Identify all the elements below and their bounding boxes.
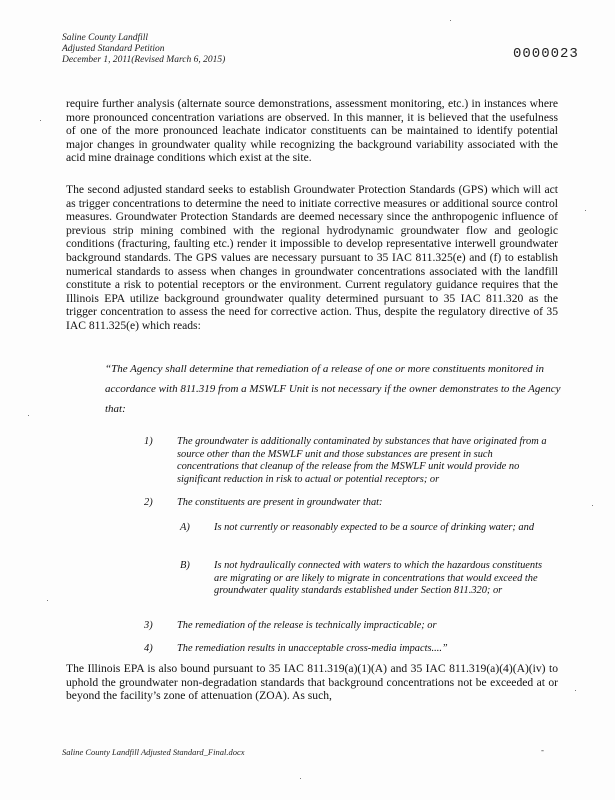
quote-item-number: 3) — [144, 620, 153, 631]
header-date: December 1, 2011(Revised March 6, 2015) — [62, 55, 226, 65]
quote-item-number: 1) — [144, 436, 153, 447]
header-site-name: Saline County Landfill — [62, 33, 149, 43]
paragraph-second-adjusted-standard: The second adjusted standard seeks to establish Groundwater Protection Standards (GPS) which will act as trigger concentrations to determine the need to initiate corrective measures or additional source control measures. Groundwater Protection Standards are deemed necessary since the anthropogenic influence of previous strip mining combined with the regional hydrodynamic groundwater flow and geologic conditions (fracturing, faulting etc.) render it impossible to develop representative interwell groundwater background standards. The GPS values are necessary pursuant to 35 IAC 811.325(e) and (f) to establish numerical standards to assess when changes in groundwater concentrations associated with the landfill constitute a risk to potential receptors or the environment. Current regulatory guidance requires that the Illinois EPA utilize background groundwater quality determined pursuant to 35 IAC 811.320 as the trigger concentration to assess the need for corrective action. Thus, despite the regulatory directive of 35 IAC 811.325(e) which reads: — [66, 183, 558, 332]
quote-item-text: The remediation results in unacceptable cross-media impacts....” — [177, 643, 448, 654]
document-header — [62, 33, 225, 66]
quote-subitem-letter: A) — [180, 522, 190, 533]
quote-item-number: 2) — [144, 497, 153, 508]
quote-subitem-letter: B) — [180, 560, 190, 571]
quote-subitem-text: Is not hydraulically connected with waters to which the hazardous constituents are migrating or are likely to migrate in concentrations that would exceed the groundwater quality standards established under Section 811.320; or — [214, 560, 543, 597]
quote-item-text: The groundwater is additionally contaminated by substances that have originated from a source other than the MSWLF unit and those substances are present in such concentrations that cleanup of the release from the MSWLF unit would provide no significant reduction in risk to actual or potential receptors; or — [177, 436, 547, 485]
regulation-quote-intro: “The Agency shall determine that remediation of a release of one or more constituents monitored in accordance with 811.319 from a MSWLF Unit is not necessary if the owner demonstrates to the Agency that: — [105, 363, 561, 415]
quote-subitem-text: Is not currently or reasonably expected to be a source of drinking water; and — [214, 522, 535, 533]
paragraph-continued: require further analysis (alternate source demonstrations, assessment monitoring, etc.) in instances where more pronounced concentration variations are observed. In this manner, it is believed that the usefulness of one of the more pronounced leachate indicator constituents can be maintained to identify potential major changes in groundwater quality while recognizing the background variability associated with the acid mine drainage conditions which exist at the site. — [66, 97, 558, 165]
paragraph-epa-nondegradation: The Illinois EPA is also bound pursuant to 35 IAC 811.319(a)(1)(A) and 35 IAC 811.319(a)(4)(A)(iv) to uphold the groundwater non-degradation standards that background concentrations not be exceeded at or beyond the facility’s zone of attenuation (ZOA). As such, — [66, 662, 558, 703]
quote-item-text: The constituents are present in groundwater that: — [177, 497, 383, 508]
bates-number: 0000023 — [513, 46, 579, 62]
document-footer: Saline County Landfill Adjusted Standard_Final.docx — [62, 747, 245, 757]
footer-mark: - — [541, 745, 544, 755]
quote-item-text: The remediation of the release is technically impracticable; or — [177, 620, 437, 631]
header-document-title: Adjusted Standard Petition — [62, 44, 165, 54]
quote-item-number: 4) — [144, 643, 153, 654]
